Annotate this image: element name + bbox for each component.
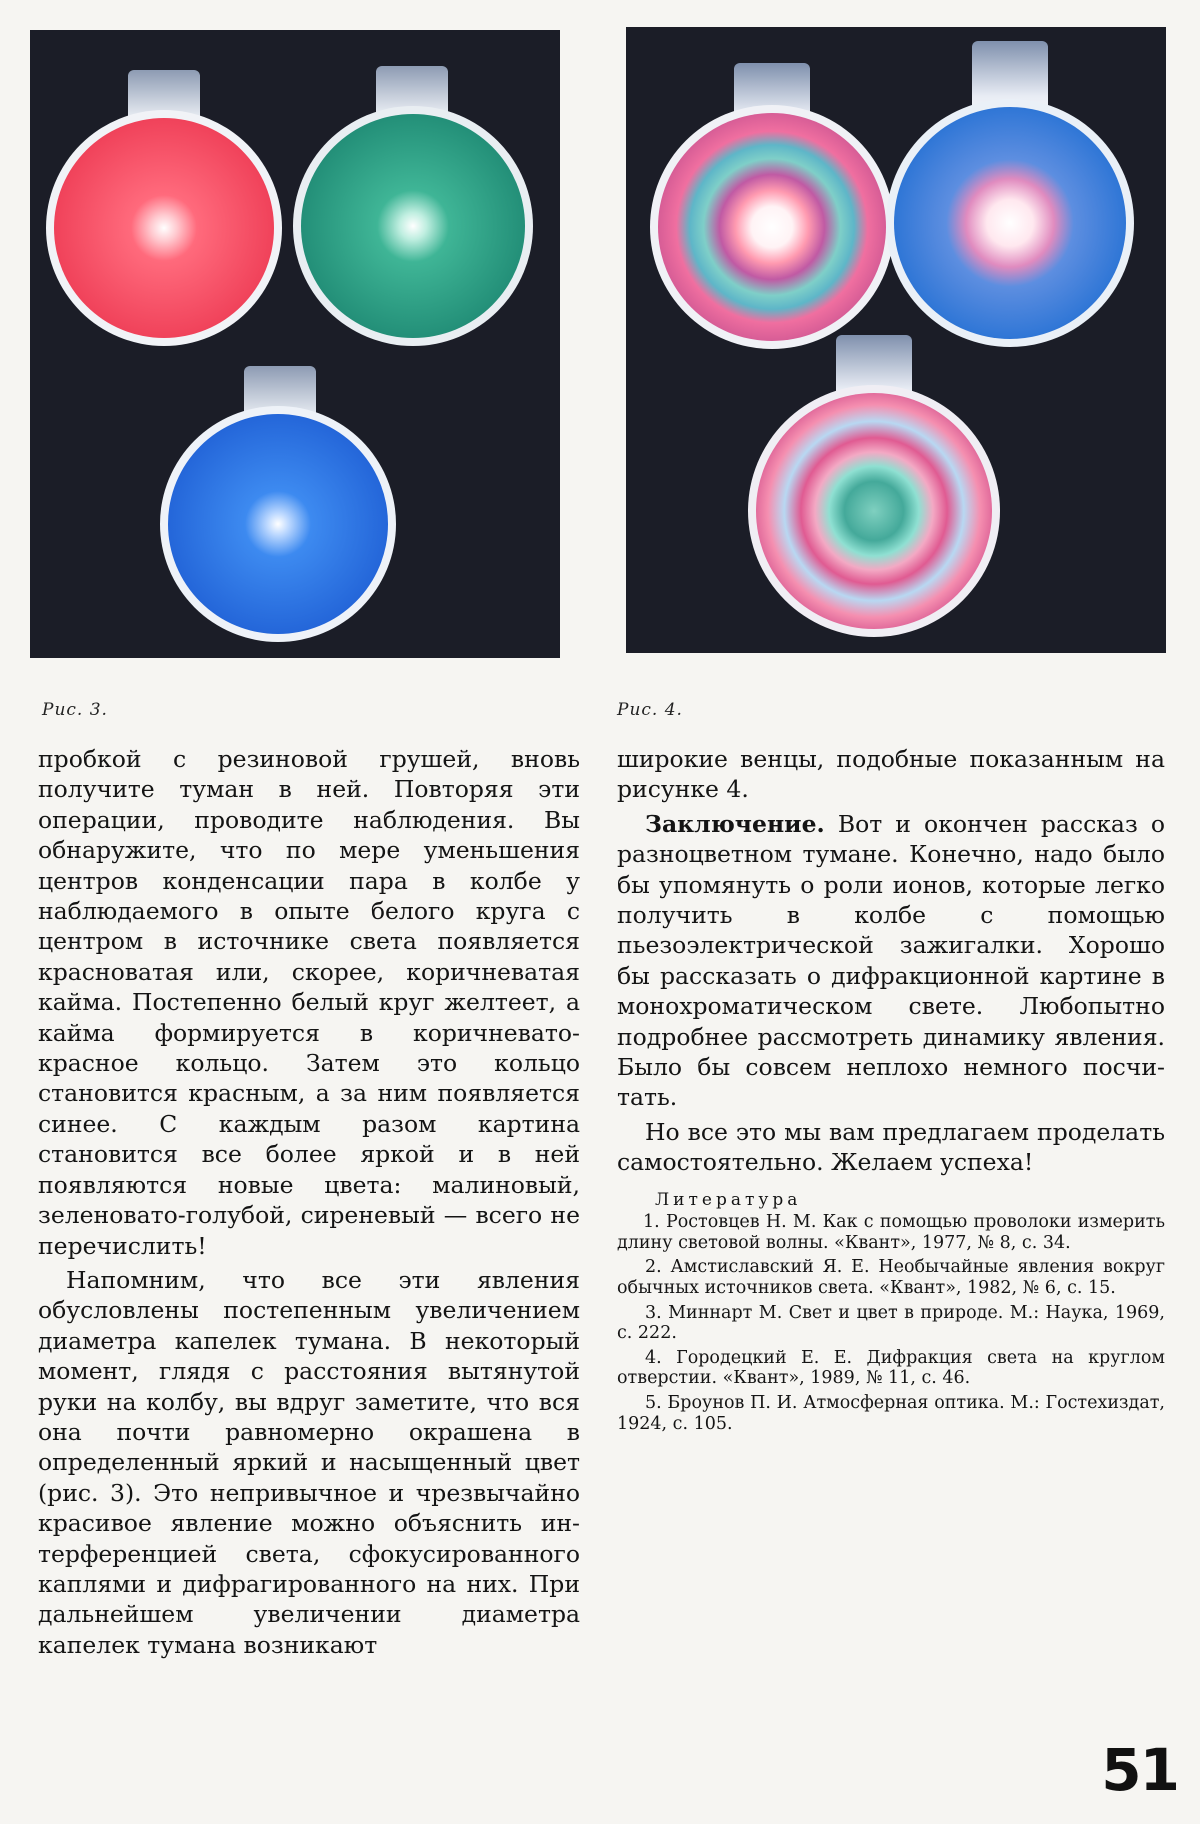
right-text-column [617, 744, 1165, 1434]
blue-ring-flask-right [886, 41, 1134, 347]
figure-3-flasks [30, 30, 560, 658]
literature-item: 2. Амстиславский Я. Е. Необычайные явления вокруг обычных источников света. «Квант», 1982, № 6, с. 15. [617, 1257, 1165, 1299]
green-flask [293, 66, 533, 346]
paragraph-continuation: широкие венцы, подобные показанным на рисунке 4. [617, 745, 1165, 804]
literature-section [617, 1190, 1165, 1435]
red-flask [46, 70, 282, 346]
literature-heading: Литература [655, 1189, 802, 1210]
paragraph: пробкой с резиновой грушей, вновь получите туман в ней. Повторяя эти операции, проводите наблюдения. Вы обнаружите, что по мере уменьшения центров конденсации пара в колбе у наблюдаемого в опыте белого круга с центром в источнике света появляется красноватая или, скорее, коричневатая кайма. Постепенно белый круг желтеет, а кайма формируется в коричневато-красное кольцо. Затем это кольцо становится красным, а за ним появляется синее. С каждым разом картина становится все более яркой и в ней появляются новые цвета: малиновый, зеленовато-голубой, сиреневый — всего не перечислить! [38, 745, 580, 1260]
figure-3-photo [30, 30, 560, 658]
left-text-column [38, 744, 580, 1660]
literature-item: 1. Ростовцев Н. М. Как с помощью проволоки измерить длину световой волны. «Квант», 1977, № 8, с. 34. [617, 1212, 1165, 1253]
final-paragraph: Но все это мы вам предлагаем проделать самостоятельно. Желаем успеха! [617, 1117, 1165, 1177]
figure-4-photo [626, 27, 1166, 653]
figure-4-caption: Рис. 4. [617, 700, 683, 720]
figure-3-caption: Рис. 3. [42, 700, 108, 720]
conclusion-paragraph [617, 809, 1165, 1113]
literature-item: 4. Городецкий Е. Е. Дифракция света на круглом отверстии. «Квант», 1989, № 11, с. 46. [617, 1347, 1165, 1389]
conclusion-text: Вот и окончен рассказ о разноцветном тумане. Конечно, надо было бы упомянуть о роли ионов, которые легко получить в колбе с помощью пьезоэлектрической зажигалки. Хорошо бы рассказать о дифракционной картине в монохроматическом свете. Любопытно подробнее рассмотреть динамику явления. Было бы совсем неплохо немного посчитать. [617, 809, 1165, 1112]
ringed-flask-bottom [748, 335, 1000, 637]
figure-4-flasks [626, 27, 1166, 653]
conclusion-heading: Заключение. [645, 809, 825, 838]
page-number: 51 [1101, 1736, 1178, 1804]
literature-item: 3. Миннарт М. Свет и цвет в природе. М.: Наука, 1969, с. 222. [617, 1302, 1165, 1344]
rainbow-flask-left [650, 63, 894, 349]
literature-item: 5. Броунов П. И. Атмосферная оптика. М.: Гостехиздат, 1924, с. 105. [617, 1393, 1165, 1434]
paragraph: Напомним, что все эти явления обусловлены постепенным увеличением диаметра капелек тумана. В некоторый момент, глядя с расстояния вытянутой руки на колбу, вы вдруг заметите, что вся она почти равномерно окрашена в определенный яркий и насыщенный цвет (рис. 3). Это непривычное и чрезвычайно красивое явление можно объяснить интерференцией света, сфокусированного каплями и дифрагированного на них. При дальнейшем увеличении диаметра капелек тумана возникают [38, 1265, 580, 1659]
blue-flask [160, 366, 396, 642]
